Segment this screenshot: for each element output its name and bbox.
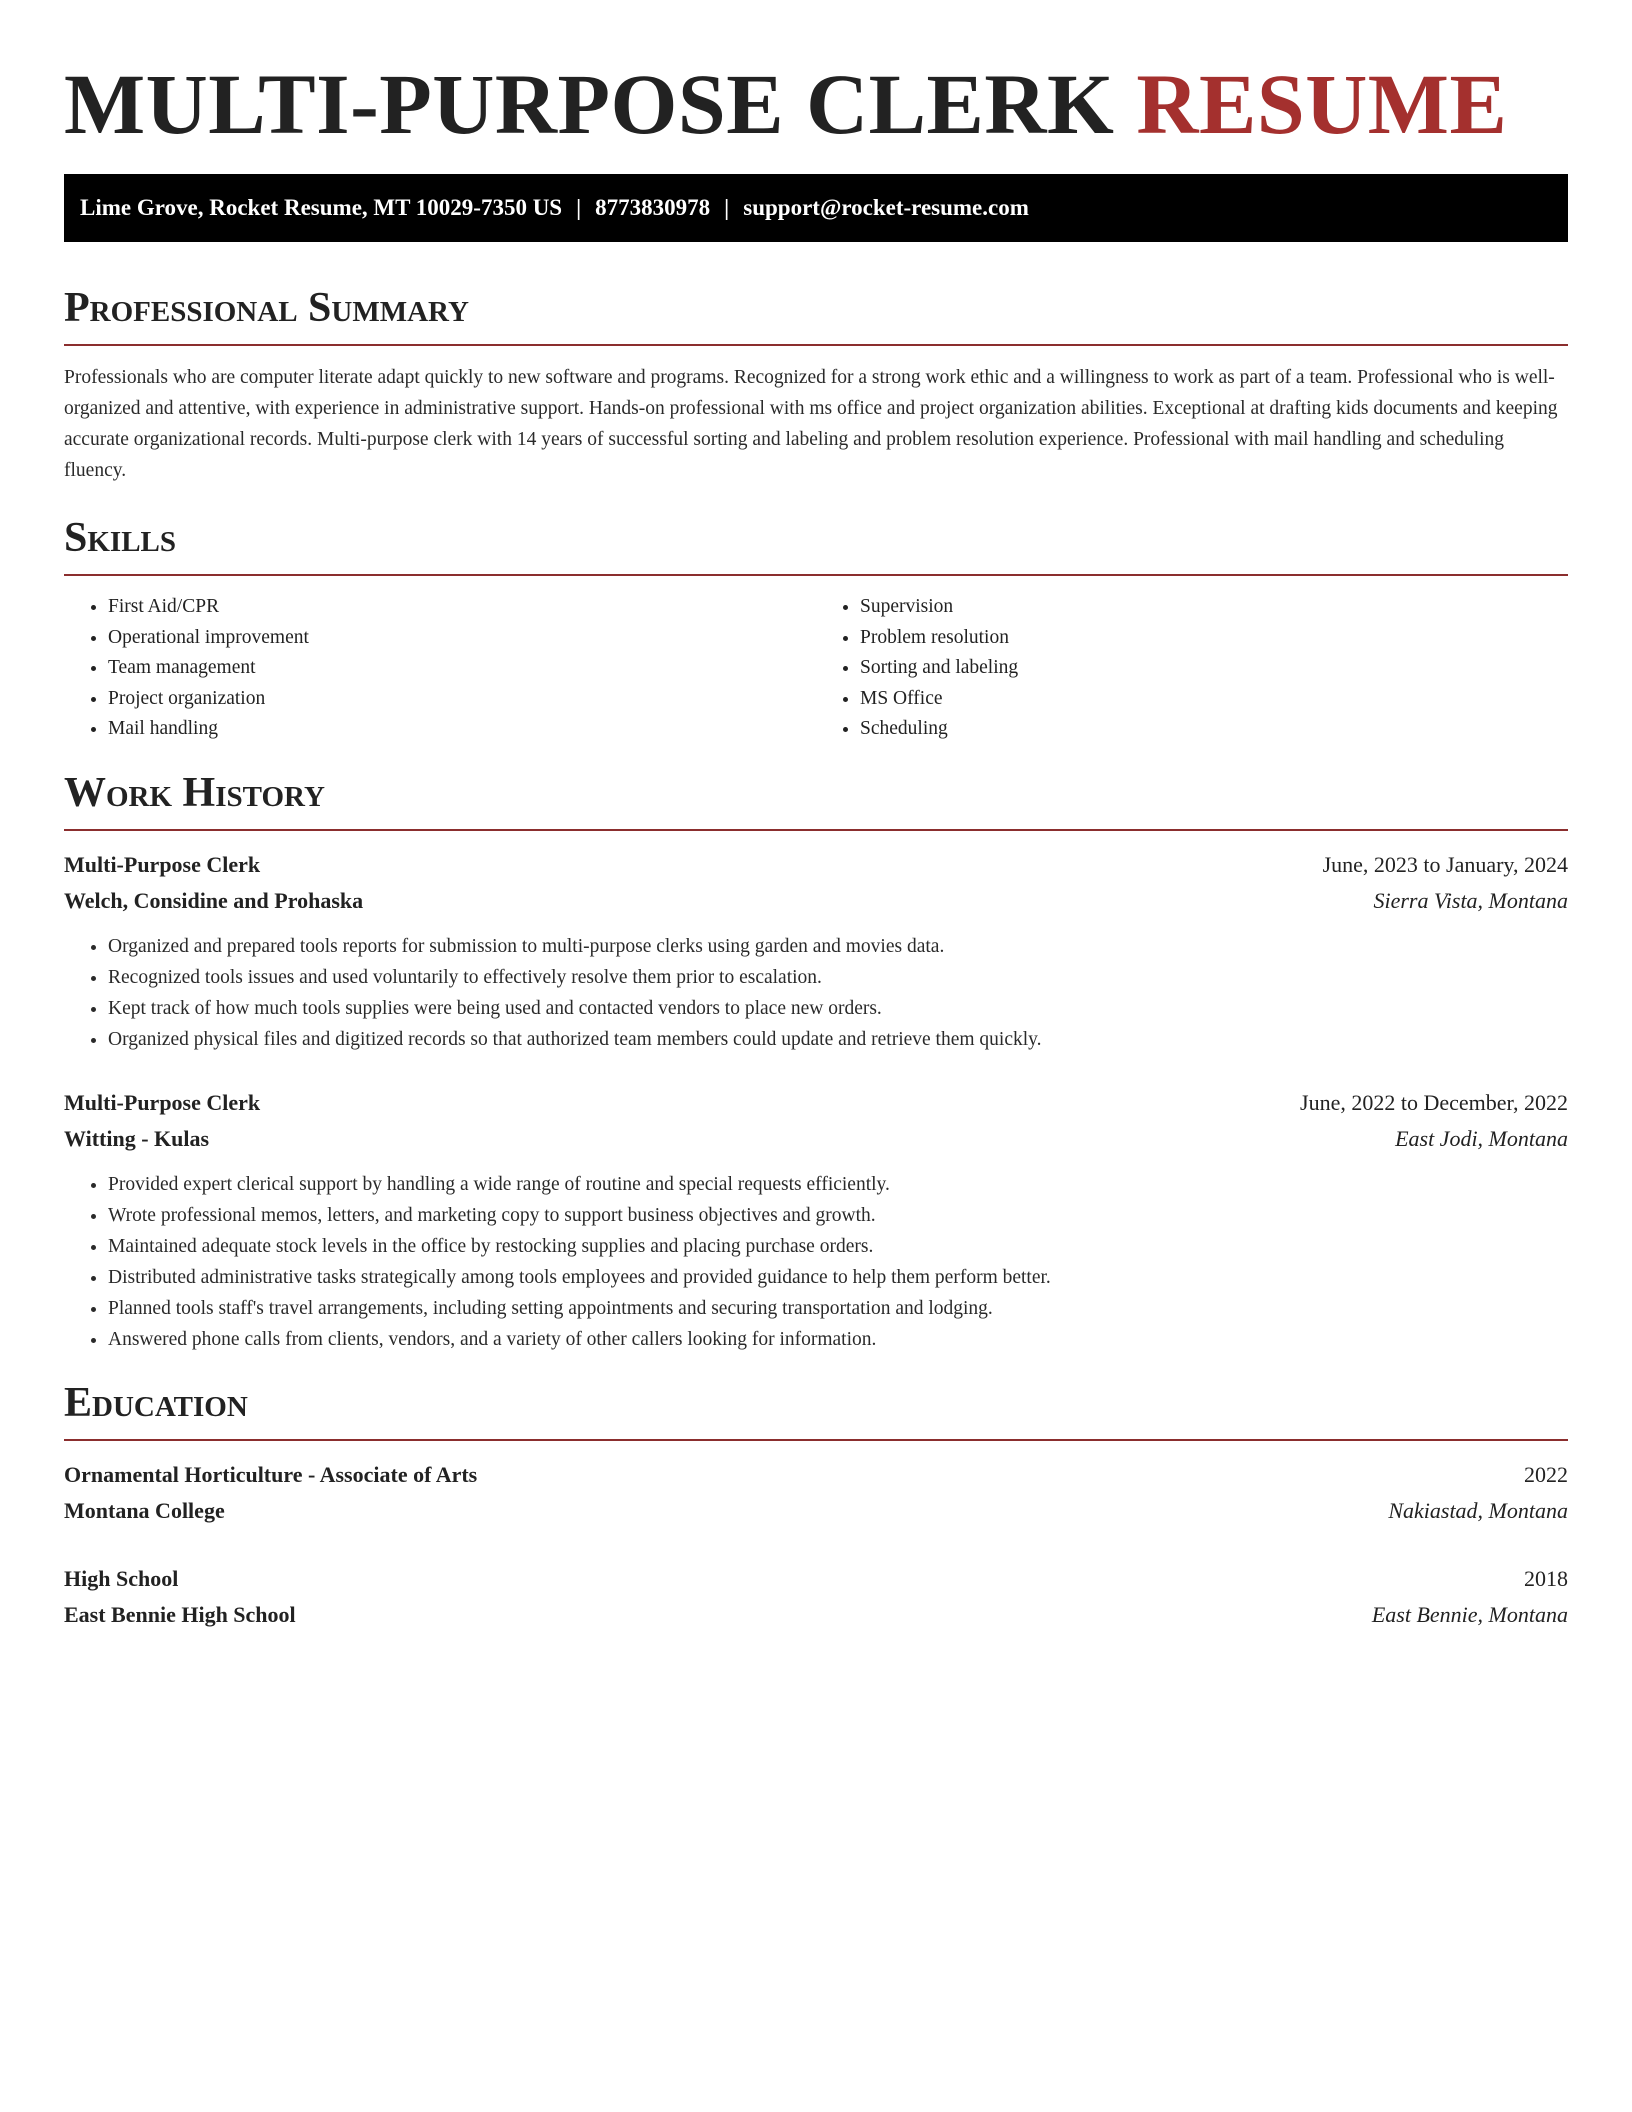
contact-phone: 8773830978 <box>595 195 711 220</box>
education-degree: Ornamental Horticulture - Associate of Arts <box>64 1461 478 1487</box>
contact-bar <box>64 174 1568 242</box>
skill-item: • Supervision <box>860 592 1568 623</box>
job-company: Witting - Kulas <box>64 1125 210 1151</box>
skill-item: • MS Office <box>860 684 1568 715</box>
professional-summary-section <box>64 282 1568 486</box>
job-bullet: • Distributed administrative tasks strategically among tools employees and provided guidance to help them perform better. <box>108 1262 1568 1293</box>
education-degree: High School <box>64 1565 179 1591</box>
section-heading-work: Work History <box>64 767 1568 831</box>
section-heading-education: Education <box>64 1377 1568 1441</box>
job-bullet: • Answered phone calls from clients, vendors, and a variety of other callers looking for information. <box>108 1324 1568 1355</box>
resume-title <box>64 54 1568 154</box>
education-school: Montana College <box>64 1497 225 1523</box>
job-dates: June, 2023 to January, 2024 <box>1322 851 1568 877</box>
job-bullets <box>64 1169 1568 1355</box>
job-bullet: • Kept track of how much tools supplies were being used and contacted vendors to place new orders. <box>108 993 1568 1024</box>
job-bullet: • Organized and prepared tools reports for submission to multi-purpose clerks using garden and movies data. <box>108 931 1568 962</box>
education-entry <box>64 1561 1568 1633</box>
job-bullet: • Planned tools staff's travel arrangements, including setting appointments and securing transportation and lodging. <box>108 1293 1568 1324</box>
education-location: East Bennie, Montana <box>1371 1601 1568 1627</box>
education-section <box>64 1377 1568 1633</box>
education-entry <box>64 1457 1568 1529</box>
title-accent: RESUME <box>1136 56 1508 152</box>
job-company-row <box>64 883 1568 919</box>
job-company-row <box>64 1121 1568 1157</box>
skill-item: • Scheduling <box>860 714 1568 745</box>
job-title: Multi-Purpose Clerk <box>64 851 261 877</box>
job-bullet: • Maintained adequate stock levels in the office by restocking supplies and placing purchase orders. <box>108 1231 1568 1262</box>
skills-grid <box>64 592 1568 745</box>
skill-item: • First Aid/CPR <box>108 592 816 623</box>
contact-separator: | <box>724 195 730 220</box>
job-bullet: • Recognized tools issues and used voluntarily to effectively resolve them prior to escalation. <box>108 962 1568 993</box>
education-location: Nakiastad, Montana <box>1388 1497 1568 1523</box>
education-degree-row <box>64 1457 1568 1493</box>
job-location: East Jodi, Montana <box>1395 1125 1568 1151</box>
skills-column-right <box>816 592 1568 745</box>
skill-item: • Problem resolution <box>860 623 1568 654</box>
contact-separator: | <box>576 195 582 220</box>
contact-address: Lime Grove, Rocket Resume, MT 10029-7350 US <box>80 195 563 220</box>
job-company: Welch, Considine and Prohaska <box>64 887 364 913</box>
job-title: Multi-Purpose Clerk <box>64 1089 261 1115</box>
job-dates: June, 2022 to December, 2022 <box>1300 1089 1568 1115</box>
skills-section <box>64 512 1568 745</box>
education-school-row <box>64 1493 1568 1529</box>
job-bullet: • Organized physical files and digitized records so that authorized team members could update and retrieve them quickly. <box>108 1024 1568 1055</box>
skill-item: • Project organization <box>108 684 816 715</box>
education-year: 2018 <box>1524 1565 1568 1591</box>
skill-item: • Mail handling <box>108 714 816 745</box>
job-title-row <box>64 847 1568 883</box>
job-bullet: • Provided expert clerical support by handling a wide range of routine and special requests efficiently. <box>108 1169 1568 1200</box>
job-title-row <box>64 1085 1568 1121</box>
education-school: East Bennie High School <box>64 1601 296 1627</box>
job-entry <box>64 1085 1568 1355</box>
work-history-section <box>64 767 1568 1355</box>
job-entry <box>64 847 1568 1055</box>
summary-text: Professionals who are computer literate adapt quickly to new software and programs. Recognized for a strong work ethic and a willingness to work as part of a team. Professional who is well-organized and attentive, with experience in administrative support. Hands-on professional with ms office and project organization abilities. Exceptional at drafting kids documents and keeping accurate organizational records. Multi-purpose clerk with 14 years of successful sorting and labeling and problem resolution experience. Professional with mail handling and scheduling fluency. <box>64 367 1558 481</box>
job-location: Sierra Vista, Montana <box>1373 887 1568 913</box>
section-heading-skills: Skills <box>64 512 1568 576</box>
job-bullets <box>64 931 1568 1055</box>
skill-item: • Team management <box>108 653 816 684</box>
education-school-row <box>64 1597 1568 1633</box>
education-degree-row <box>64 1561 1568 1597</box>
section-heading-summary: Professional Summary <box>64 282 1568 346</box>
contact-email: support@rocket-resume.com <box>743 195 1029 220</box>
skill-item: • Sorting and labeling <box>860 653 1568 684</box>
skill-item: • Operational improvement <box>108 623 816 654</box>
education-year: 2022 <box>1524 1461 1568 1487</box>
skills-column-left <box>64 592 816 745</box>
title-main: MULTI-PURPOSE CLERK <box>64 56 1115 152</box>
job-bullet: • Wrote professional memos, letters, and marketing copy to support business objectives and growth. <box>108 1200 1568 1231</box>
